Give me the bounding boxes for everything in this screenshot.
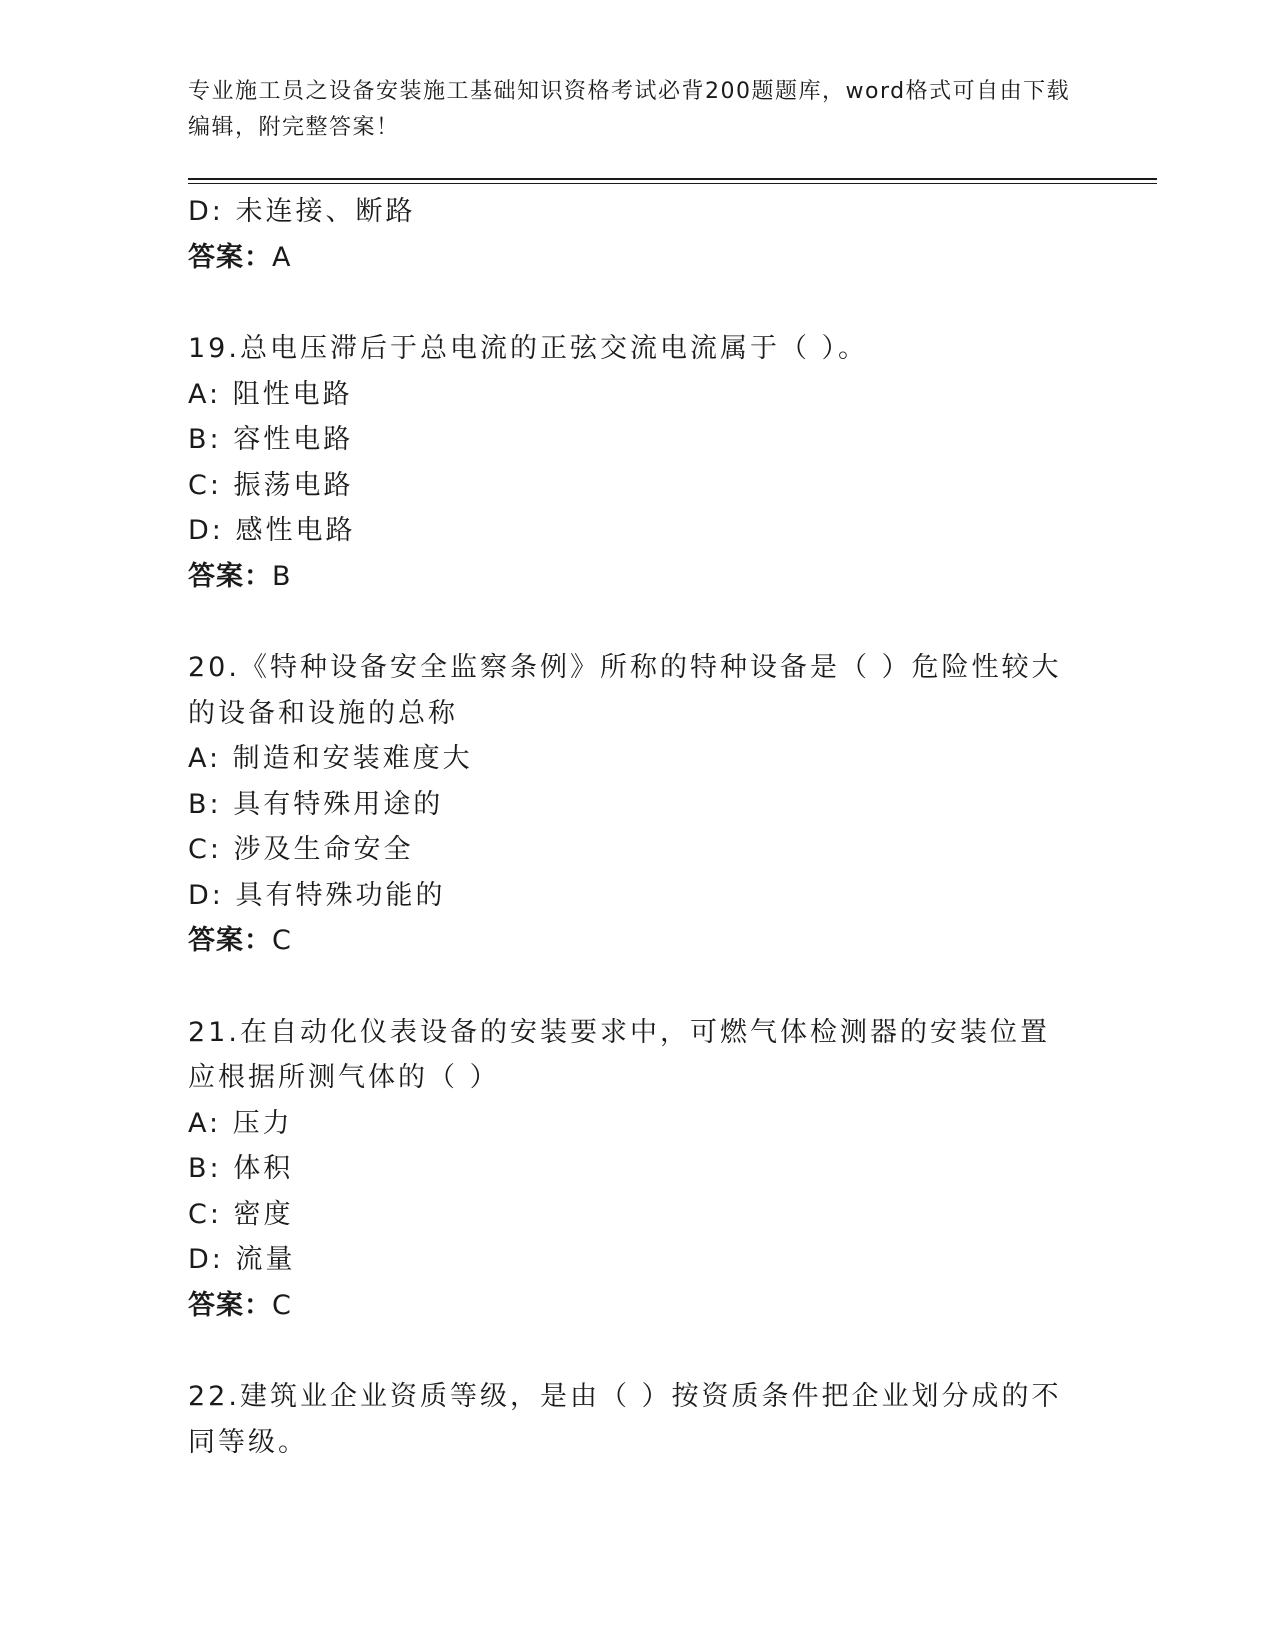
answer-label: 答案： bbox=[188, 925, 272, 956]
option-c: C: 涉及生命安全 bbox=[188, 834, 414, 865]
header-divider-thick bbox=[188, 178, 1157, 180]
document-header bbox=[188, 74, 1078, 146]
answer-value: B bbox=[272, 560, 292, 592]
option-b: B: 容性电路 bbox=[188, 424, 354, 455]
question-stem: 19.总电压滞后于总电流的正弦交流电流属于（ ）。 bbox=[188, 333, 869, 364]
question-stem: 22.建筑业企业资质等级，是由（ ）按资质条件把企业划分成的不同等级。 bbox=[188, 1381, 1062, 1458]
option-b: B: 体积 bbox=[188, 1153, 294, 1184]
option-b: B: 具有特殊用途的 bbox=[188, 788, 444, 820]
option-d: D: 感性电路 bbox=[188, 515, 356, 546]
answer-label: 答案： bbox=[188, 560, 272, 592]
spacer bbox=[188, 280, 1088, 326]
answer-line bbox=[188, 918, 1088, 964]
question-stem: 20.《特种设备安全监察条例》所称的特种设备是（ ）危险性较大的设备和设施的总称 bbox=[188, 652, 1062, 729]
answer-value: C bbox=[272, 925, 292, 956]
question-stem: 21.在自动化仪表设备的安装要求中，可燃气体检测器的安装位置应根据所测气体的（ ） bbox=[188, 1016, 1050, 1093]
answer-line bbox=[188, 554, 1088, 600]
question-19 bbox=[188, 326, 1088, 599]
answer-line bbox=[188, 235, 1088, 281]
answer-value: A bbox=[272, 241, 292, 273]
answer-line bbox=[188, 1283, 1088, 1329]
header-divider-thin bbox=[188, 183, 1157, 184]
option-d: D: 未连接、断路 bbox=[188, 196, 416, 227]
question-list bbox=[188, 189, 1088, 1465]
spacer bbox=[188, 1328, 1088, 1374]
option-a: A: 阻性电路 bbox=[188, 378, 353, 410]
option-c: C: 密度 bbox=[188, 1198, 294, 1230]
spacer bbox=[188, 599, 1088, 645]
option-d: D: 具有特殊功能的 bbox=[188, 879, 446, 911]
answer-label: 答案： bbox=[188, 241, 272, 273]
option-a: A: 制造和安装难度大 bbox=[188, 743, 473, 774]
header-text: 专业施工员之设备安装施工基础知识资格考试必背200题题库，word格式可自由下载编辑，附完整答案！ bbox=[188, 79, 1071, 140]
answer-value: C bbox=[272, 1289, 292, 1321]
question-20 bbox=[188, 645, 1088, 964]
question-22 bbox=[188, 1374, 1088, 1465]
answer-label: 答案： bbox=[188, 1289, 272, 1321]
question-carryover bbox=[188, 189, 1088, 280]
option-c: C: 振荡电路 bbox=[188, 469, 354, 501]
option-d: D: 流量 bbox=[188, 1244, 296, 1275]
spacer bbox=[188, 964, 1088, 1010]
question-21 bbox=[188, 1010, 1088, 1329]
option-a: A: 压力 bbox=[188, 1107, 293, 1139]
